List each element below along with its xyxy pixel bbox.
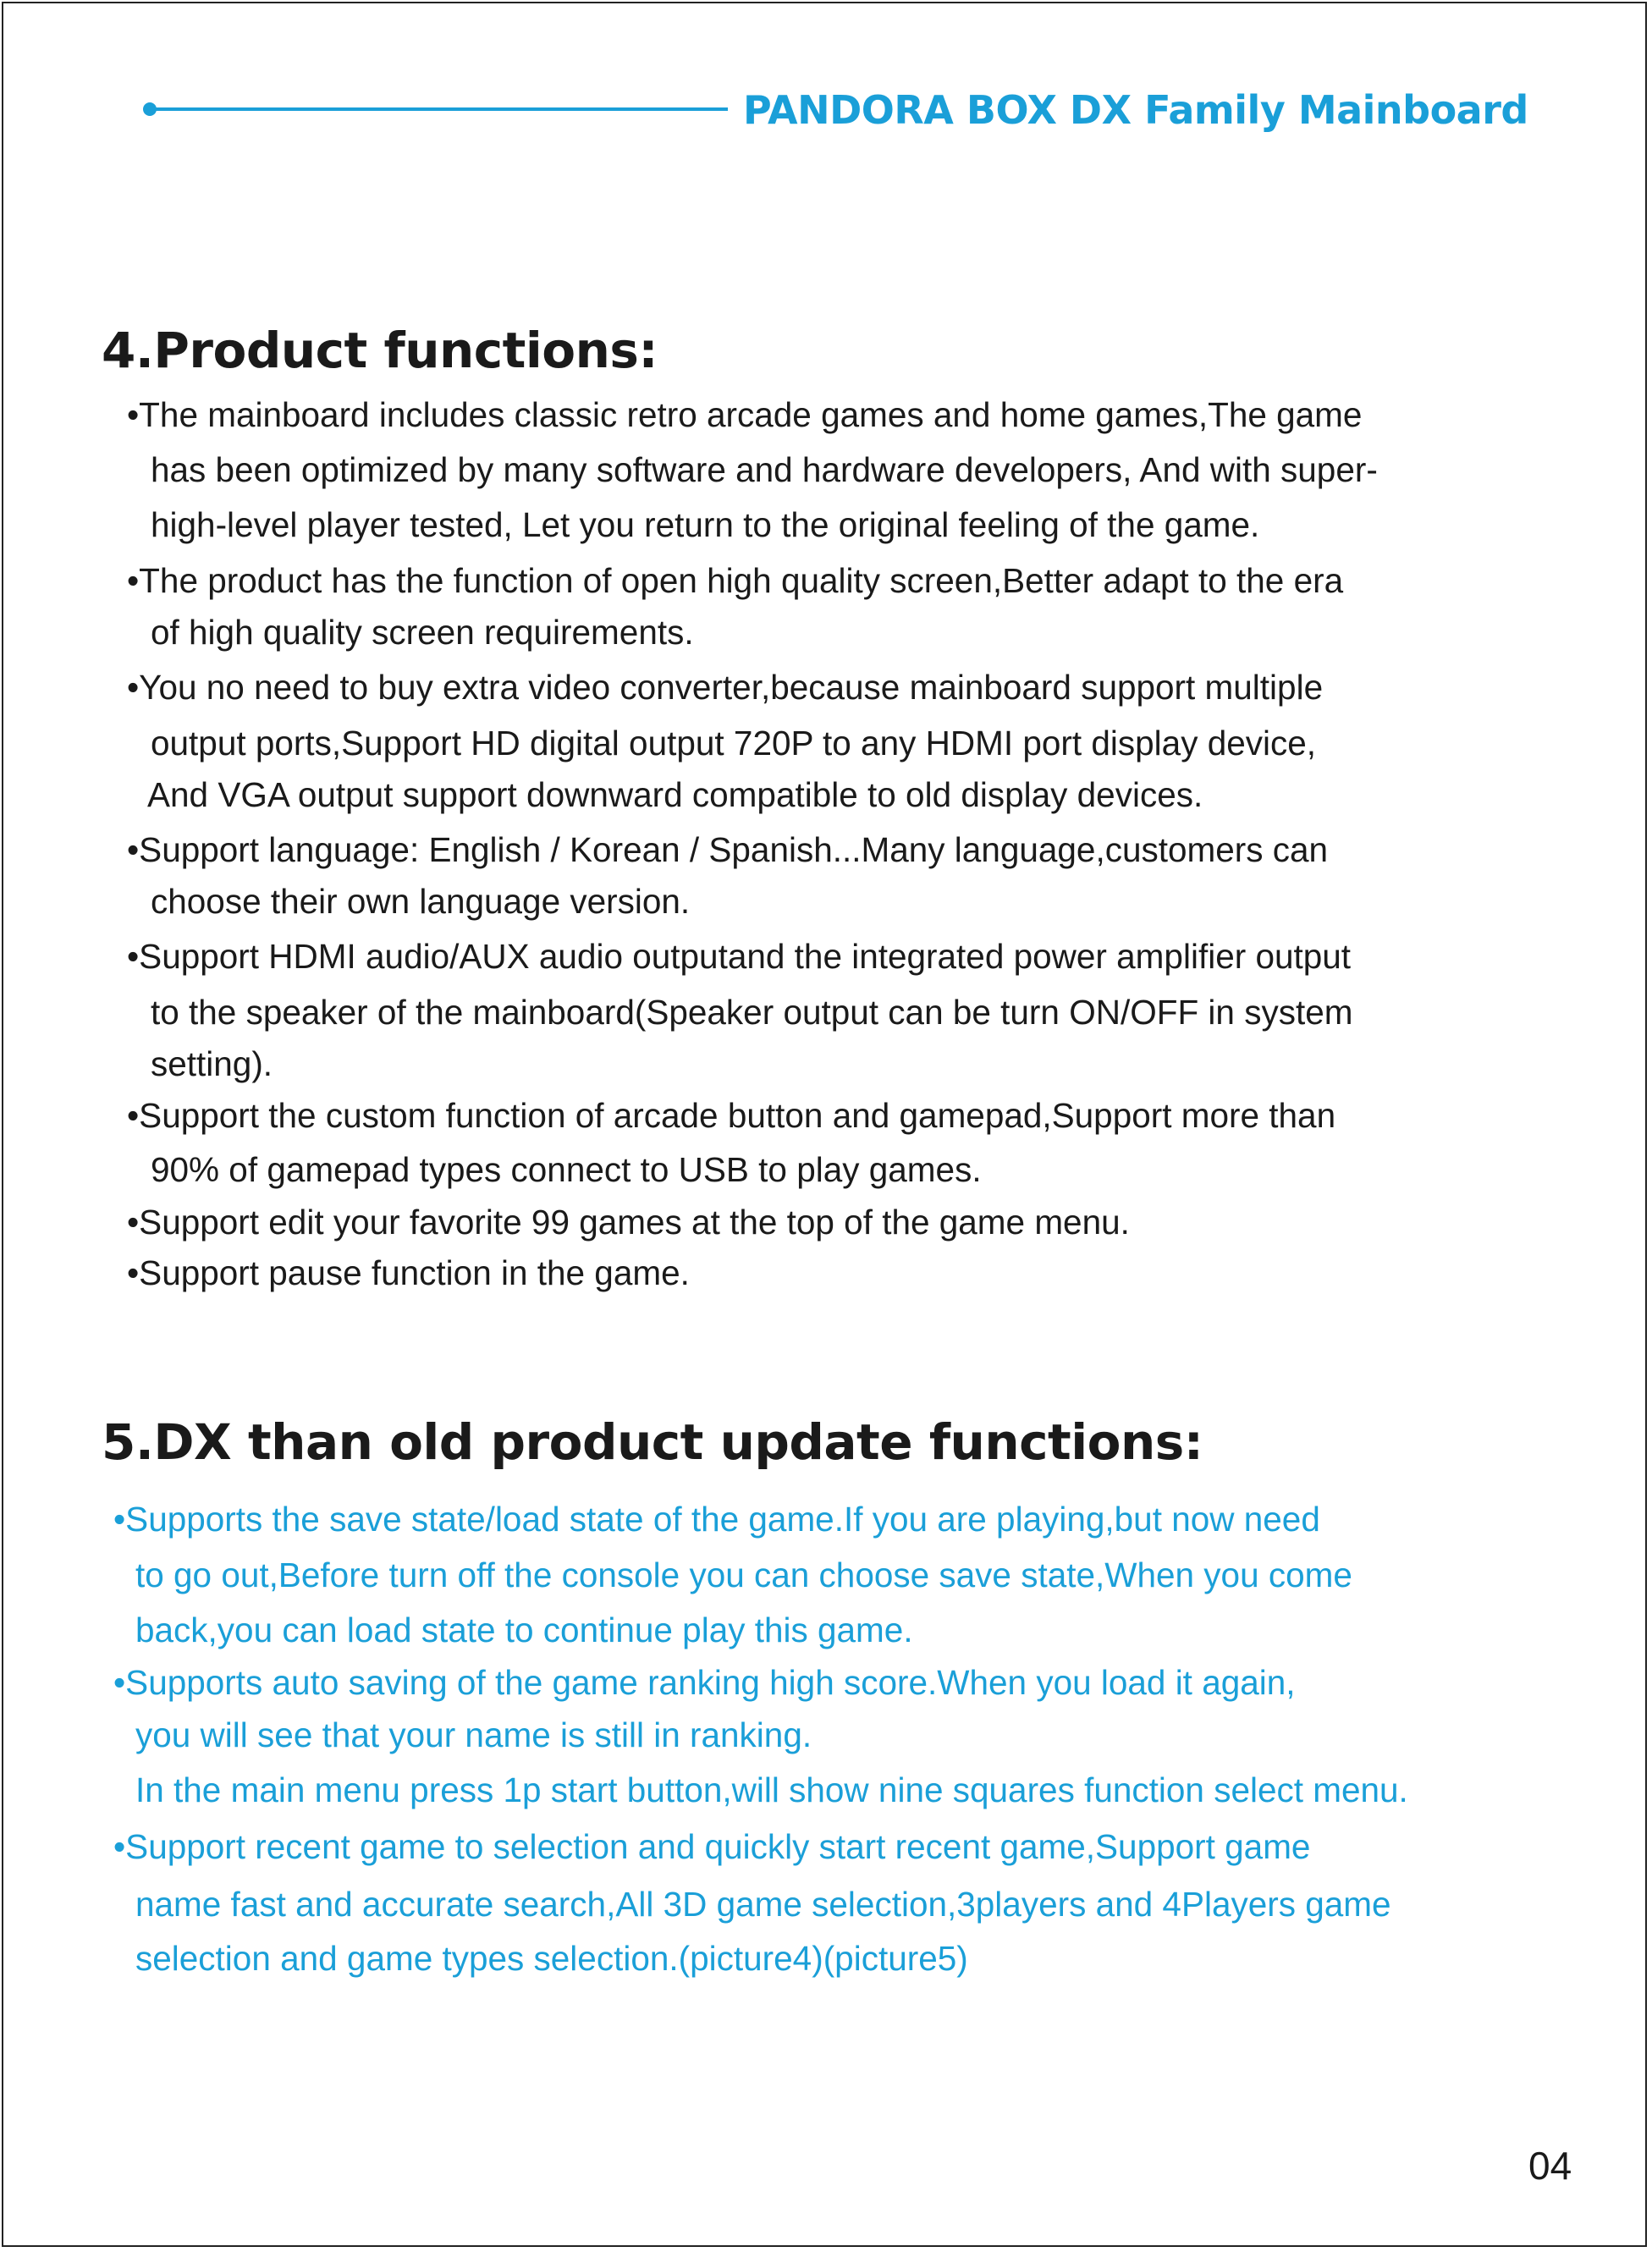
header-title: PANDORA BOX DX Family Mainboard (743, 87, 1528, 133)
section-4-line: And VGA output support downward compatible to old display devices. (147, 775, 1203, 814)
section-4-line: choose their own language version. (151, 882, 691, 921)
section-5-line: In the main menu press 1p start button,will show nine squares function select menu. (135, 1770, 1408, 1809)
section-4-line: of high quality screen requirements. (151, 613, 694, 652)
section-4-line: •Support HDMI audio/AUX audio outputand the integrated power amplifier output (127, 937, 1352, 976)
section-5-line: to go out,Before turn off the console you can choose save state,When you come (135, 1555, 1352, 1594)
section-4-line: high-level player tested, Let you return to the original feeling of the game. (151, 505, 1260, 544)
section-4-line: output ports,Support HD digital output 720P to any HDMI port display device, (151, 724, 1317, 763)
section-4-line: •The product has the function of open high quality screen,Better adapt to the era (127, 561, 1344, 600)
section-4-line: •You no need to buy extra video converter,because mainboard support multiple (127, 668, 1324, 707)
section-5-line: back,you can load state to continue play this game. (135, 1611, 913, 1649)
header-rule (151, 107, 728, 111)
section-4-line: setting). (151, 1044, 273, 1083)
section-4-title: 4.Product functions: (102, 322, 658, 379)
section-4-line: •Support language: English / Korean / Spanish...Many language,customers can (127, 830, 1329, 869)
section-4-line: 90% of gamepad types connect to USB to play games. (151, 1150, 982, 1189)
page-number: 04 (1528, 2144, 1572, 2188)
section-5-line: name fast and accurate search,All 3D game selection,3players and 4Players game (135, 1885, 1391, 1924)
section-4-line: •Support edit your favorite 99 games at the top of the game menu. (127, 1203, 1130, 1242)
section-5-line: •Support recent game to selection and quickly start recent game,Support game (113, 1827, 1311, 1866)
section-4-line: •Support pause function in the game. (127, 1253, 690, 1292)
section-4-line: has been optimized by many software and hardware developers, And with super- (151, 450, 1378, 489)
section-5-line: you will see that your name is still in ranking. (135, 1715, 812, 1754)
section-4-line: •Support the custom function of arcade button and gamepad,Support more than (127, 1096, 1336, 1135)
section-5-line: •Supports auto saving of the game ranking high score.When you load it again, (113, 1663, 1296, 1702)
section-4-line: to the speaker of the mainboard(Speaker output can be turn ON/OFF in system (151, 993, 1353, 1032)
section-5-title: 5.DX than old product update functions: (102, 1413, 1203, 1471)
section-5-line: selection and game types selection.(picture4)(picture5) (135, 1939, 968, 1978)
section-5-line: •Supports the save state/load state of the game.If you are playing,but now need (113, 1500, 1320, 1539)
section-4-line: •The mainboard includes classic retro arcade games and home games,The game (127, 395, 1363, 434)
